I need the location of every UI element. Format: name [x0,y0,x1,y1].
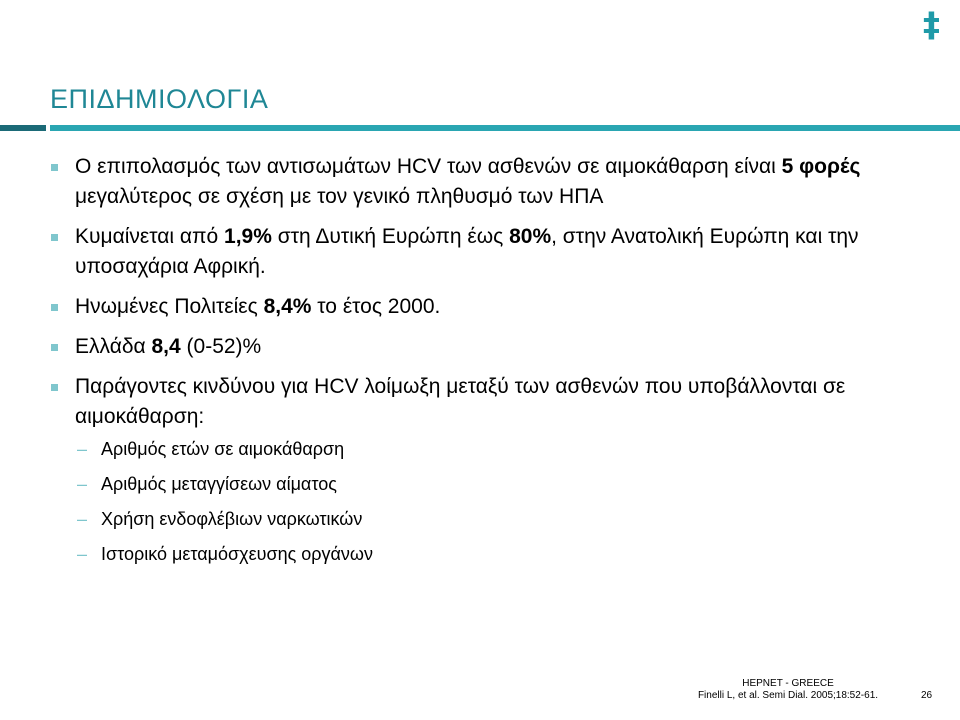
bullet-text: (0-52)% [180,335,262,358]
bullet-list [50,152,930,577]
sub-bullet-text: Αριθμός μεταγγίσεων αίματος [101,474,337,494]
risk-factor-list [75,436,930,567]
sub-bullet-text: Ιστορικό μεταμόσχευσης οργάνων [101,544,373,564]
bullet-text: Ηνωμένες Πολιτείες [75,295,264,318]
square-bullet-icon [51,304,58,311]
dash-bullet-icon: – [77,509,88,529]
bullet-text: στη Δυτική Ευρώπη έως [271,225,510,248]
double-dagger-logo: ‡ [923,5,940,45]
dash-bullet-icon: – [77,474,88,494]
title-rule-right [50,125,960,131]
sub-bullet-transplant [75,541,930,567]
sub-bullet-years-dialysis [75,436,930,462]
source-reference: Finelli L, et al. Semi Dial. 2005;18:52-61. [697,690,879,701]
bullet-text: Ο επιπολασμός των αντισωμάτων HCV των ασθενών σε αιμοκάθαρση είναι [75,155,782,178]
bullet-text: μεγαλύτερος σε σχέση με τον γενικό πληθυσμό των ΗΠΑ [75,185,604,208]
bullet-bold-text: 1,9% [224,225,272,248]
bullet-text: Ελλάδα [75,335,152,358]
page-number: 26 [921,690,933,701]
sub-bullet-iv-drugs [75,506,930,532]
bullet-range-europe [50,222,930,282]
bullet-bold-text: 8,4% [263,295,312,318]
bullet-greece [50,332,930,362]
square-bullet-icon [51,234,58,241]
bullet-risk-factors [50,372,930,567]
square-bullet-icon [51,384,58,391]
bullet-bold-text: 5 φορές [781,155,861,178]
dash-bullet-icon: – [77,544,88,564]
bullet-text: το έτος 2000. [311,295,441,318]
dash-bullet-icon: – [77,439,88,459]
bullet-bold-text: 80% [509,225,552,248]
slide-title: ΕΠΙΔΗΜΙΟΛΟΓΙΑ [50,84,269,114]
bullet-text: Παράγοντες κινδύνου για HCV λοίμωξη μεταξύ των ασθενών που υποβάλλονται σε αιμοκάθαρση: [75,375,846,428]
sub-bullet-text: Αριθμός ετών σε αιμοκάθαρση [101,439,345,459]
source-organization: HEPNET - GREECE [742,678,834,689]
bullet-bold-text: 8,4 [151,335,181,358]
square-bullet-icon [51,164,58,171]
source-citation [683,678,893,702]
bullet-text: , στην Ανατολική Ευρώπη και την υποσαχάρια Αφρική. [75,225,859,278]
bullet-text: Κυμαίνεται από [75,225,225,248]
sub-bullet-transfusions [75,471,930,497]
bullet-usa-2000 [50,292,930,322]
sub-bullet-text: Χρήση ενδοφλέβιων ναρκωτικών [101,509,363,529]
square-bullet-icon [51,344,58,351]
title-rule-left [0,125,46,131]
bullet-prevalence-usa [50,152,930,212]
